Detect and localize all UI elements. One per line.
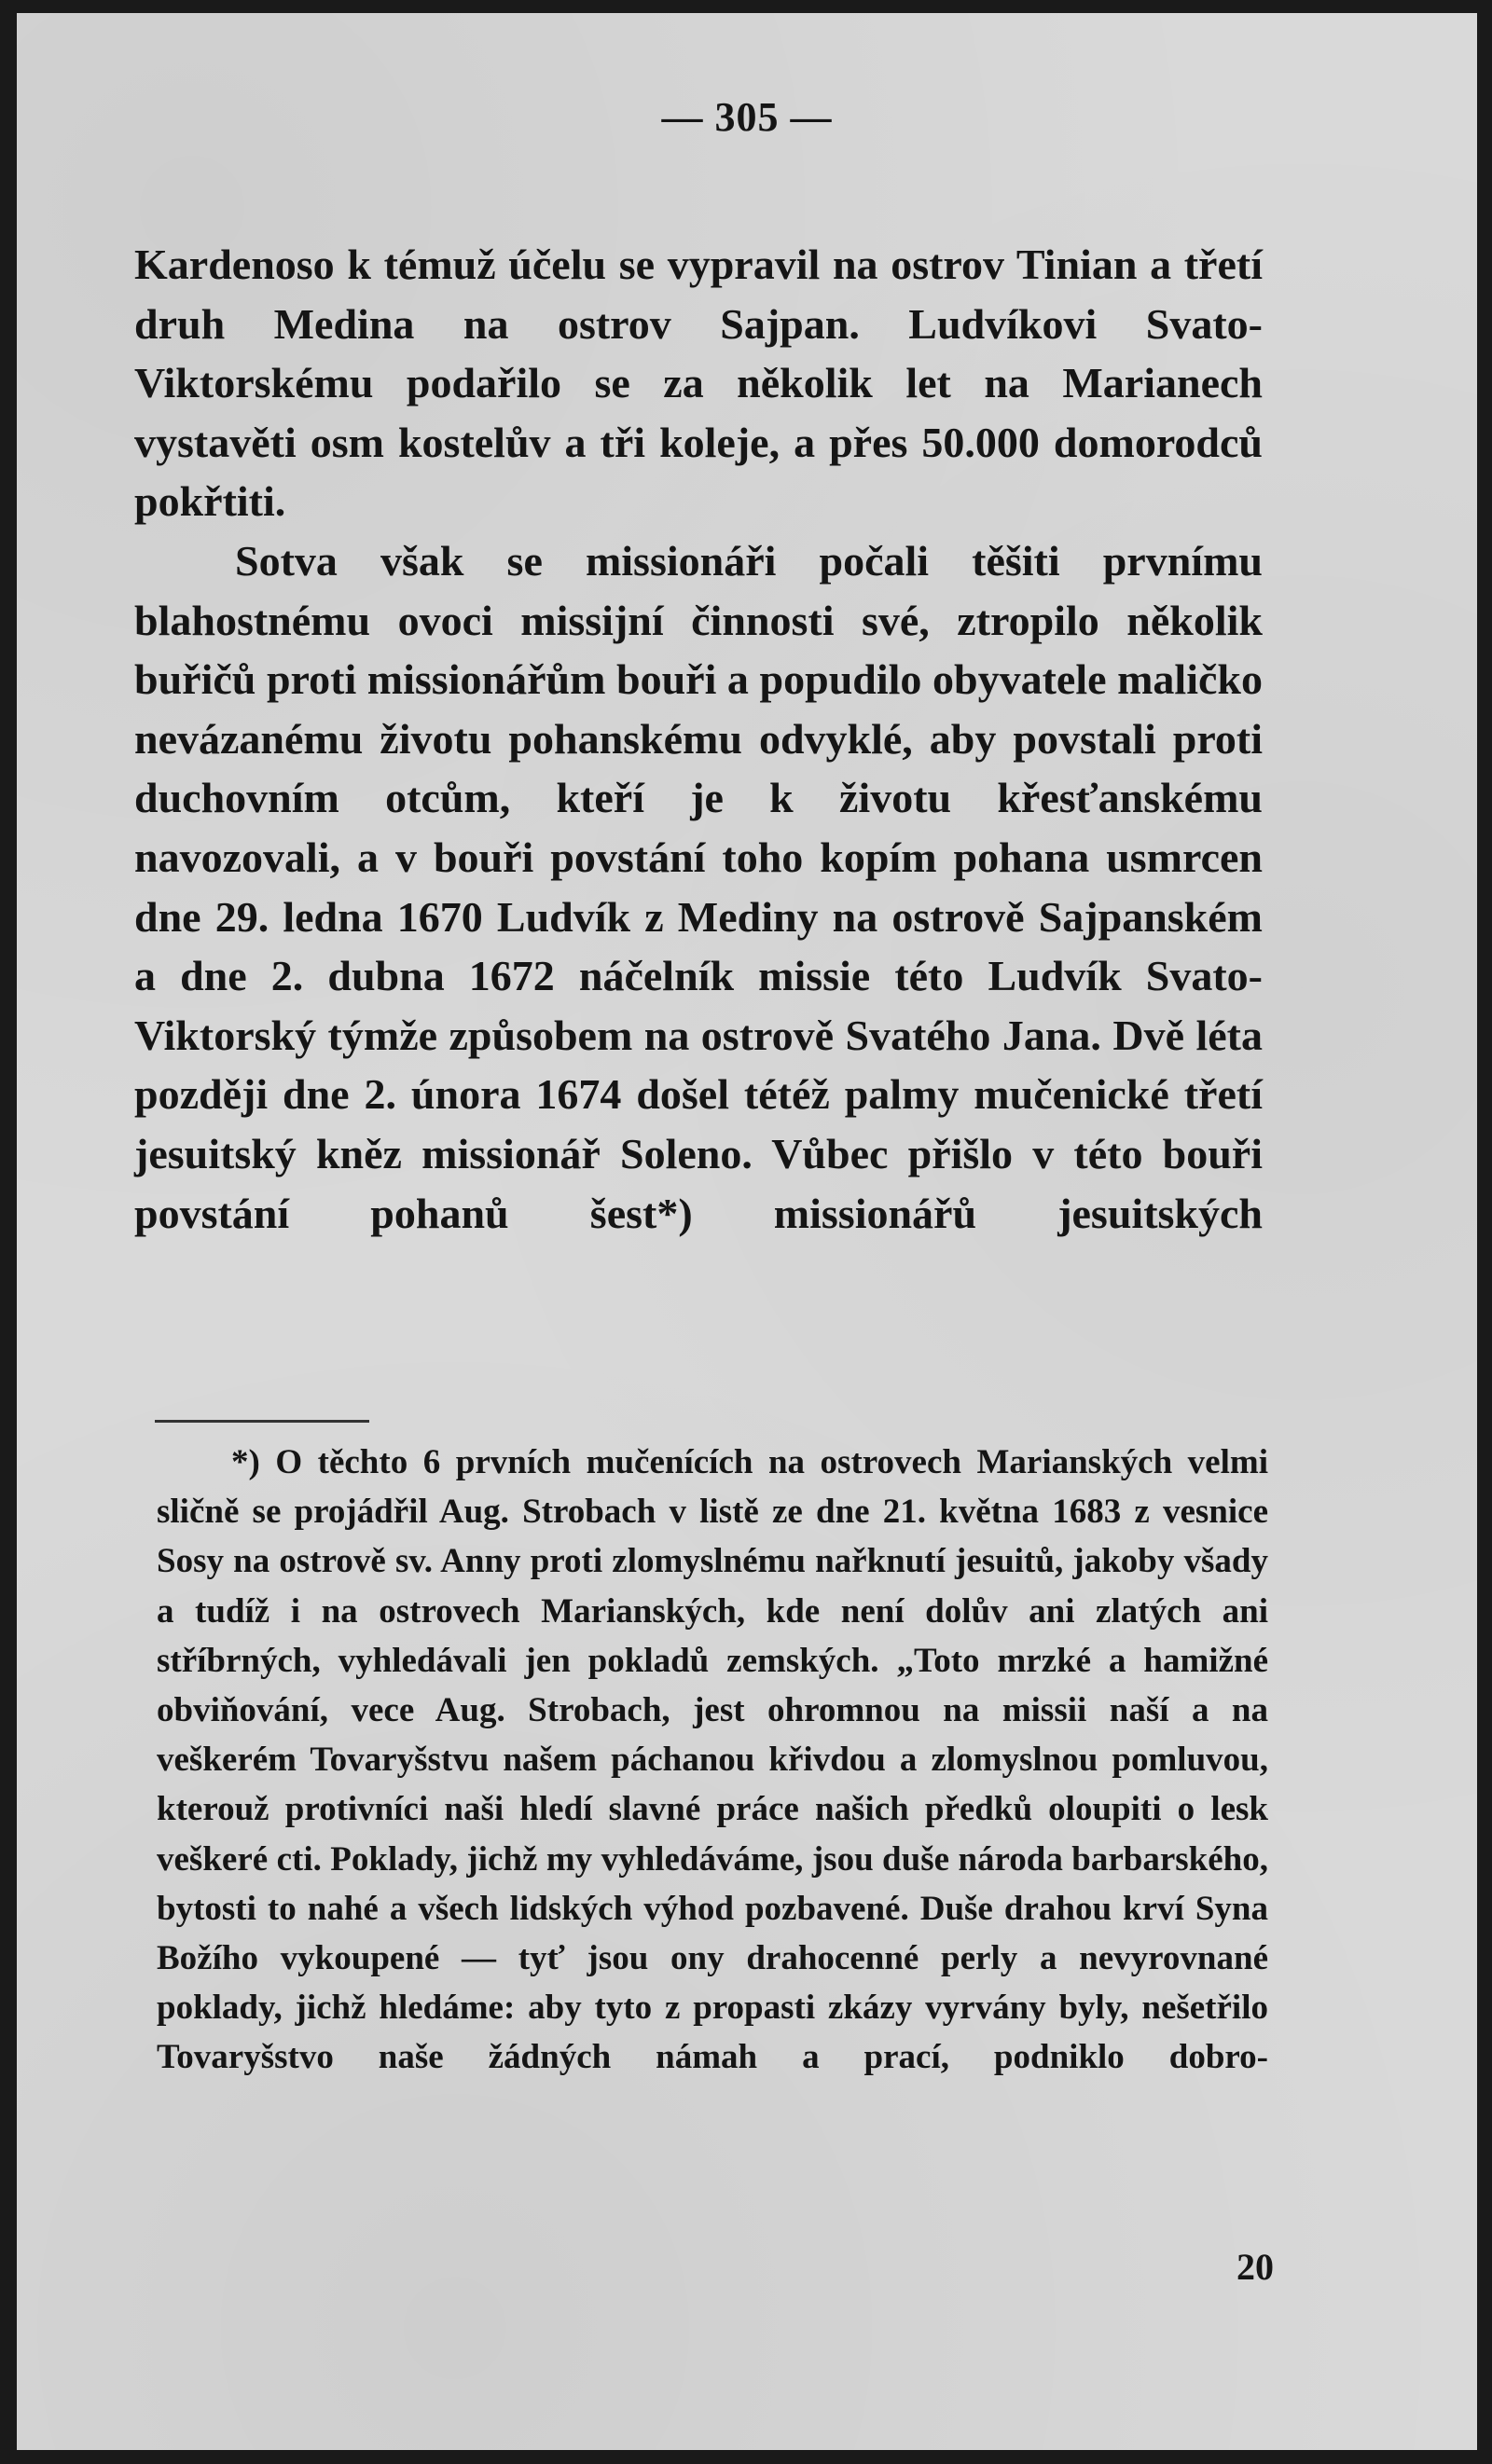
footnote bbox=[157, 1438, 1268, 2083]
footnote-divider bbox=[155, 1420, 369, 1423]
paragraph-1: Kardenoso k témuž účelu se vypravil na ostrov Tinian a třetí druh Medina na ostrov Sajpan. Ludvíkovi Svato-Viktorskému podařilo se za několik let na Marianech vystavěti osm kostelův a tři koleje, a přes 50.000 domorodců pokřtiti. bbox=[134, 241, 1263, 526]
paragraph-2: Sotva však se missionáři počali těšiti prvnímu blahostnému ovoci missijní činnosti své, ztropilo několik buřičů proti missionářům bouři a popudilo obyvatele maličko nevázanému životu pohanskému odvyklé, aby povstali proti duchovním otcům, kteří je k životu křesťanskému navozovali, a v bouři povstání toho kopím pohana usmrcen dne 29. ledna 1670 Ludvík z Mediny na ostrově Sajpanském a dne 2. dubna 1672 náčelník missie této Ludvík Svato-Viktorský týmže způsobem na ostrově Svatého Jana. Dvě léta později dne 2. února 1674 došel tétéž palmy mučenické třetí jesuitský kněz missionář Soleno. Vůbec přišlo v této bouři povstání pohanů šest*) missionářů jesuitských bbox=[134, 536, 1263, 1237]
footnote-text: *) O těchto 6 prvních mučenících na ostrovech Marianských velmi sličně se projádřil Aug. Strobach v listě ze dne 21. května 1683 z vesnice Sosy na ostrově sv. Anny proti zlomyslnému nařknutí jesuitů, jakoby všady a tudíž i na ostrovech Marianských, kde není dolův ani zlatých ani stříbrných, vyhledávali jen pokladů zemských. „Toto mrzké a hamižné obviňování, vece Aug. Strobach, jest ohromnou na missii naší a na veškerém Tovaryšstvu našem páchanou křivdou a zlomyslnou pomluvou, kterouž protivníci naši hledí slavné práce našich předků oloupiti o lesk veškeré cti. Poklady, jichž my vyhledáváme, jsou duše národa barbarského, bytosti to nahé a všech lidských výhod pozbavené. Duše drahou krví Syna Božího vykoupené — tyť jsou ony drahocenné perly a nevyrovnané poklady, jichž hledáme: aby tyto z propasti zkázy vyrvány byly, nešetřilo Tovaryšstvo naše žádných námah a prací, podniklo dobro- bbox=[157, 1443, 1268, 2077]
page-number: — 305 — bbox=[661, 94, 833, 140]
book-page bbox=[17, 13, 1477, 2450]
main-text bbox=[134, 235, 1263, 1243]
signature-mark: 20 bbox=[1236, 2246, 1274, 2288]
